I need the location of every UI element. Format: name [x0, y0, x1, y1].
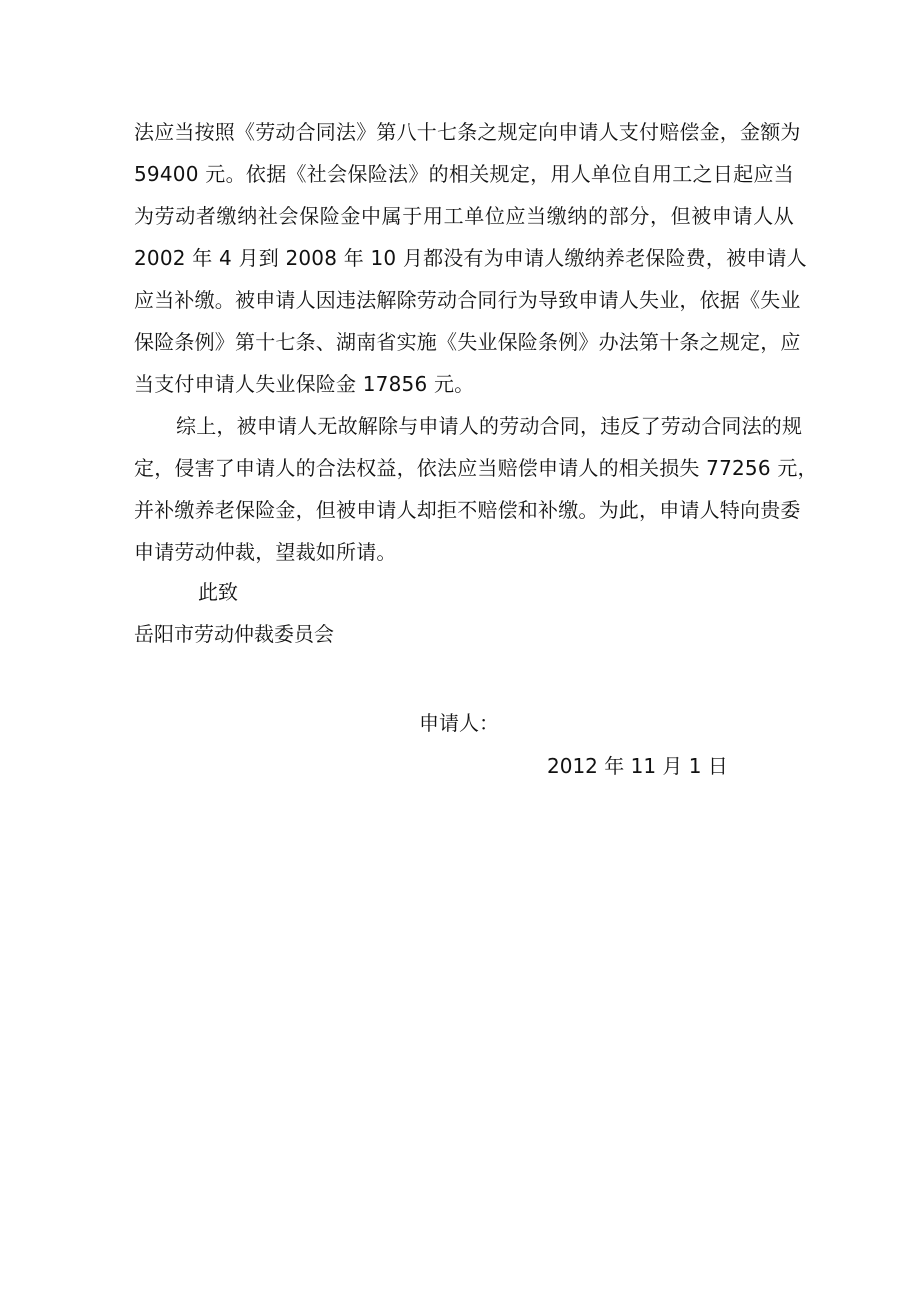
text-line: 当支付申请人失业保险金 17856 元。 — [134, 372, 475, 396]
text-line: 59400 元。依据《社会保险法》的相关规定，用人单位自用工之日起应当 — [134, 162, 794, 186]
text-line: 并补缴养老保险金，但被申请人却拒不赔偿和补缴。为此，申请人特向贵委 — [134, 498, 801, 522]
text-line: 2002 年 4 月到 2008 年 10 月都没有为申请人缴纳养老保险费，被申请人 — [134, 246, 807, 270]
text-line: 综上，被申请人无故解除与申请人的劳动合同，违反了劳动合同法的规 — [176, 414, 803, 438]
document-date: 2012 年 11 月 1 日 — [547, 754, 728, 778]
text-line: 定，侵害了申请人的合法权益，依法应当赔偿申请人的相关损失 77256 元， — [134, 456, 818, 480]
document-body — [134, 111, 818, 573]
paragraph-summary — [134, 405, 818, 573]
text-line: 应当补缴。被申请人因违法解除劳动合同行为导致申请人失业，依据《失业 — [134, 288, 801, 312]
salutation: 此致 — [198, 580, 238, 604]
closing-block — [134, 571, 334, 655]
text-line: 申请劳动仲裁，望裁如所请。 — [134, 540, 397, 564]
addressee: 岳阳市劳动仲裁委员会 — [134, 622, 334, 646]
text-line: 为劳动者缴纳社会保险金中属于用工单位应当缴纳的部分，但被申请人从 — [134, 204, 794, 228]
text-line: 法应当按照《劳动合同法》第八十七条之规定向申请人支付赔偿金，金额为 — [134, 120, 801, 144]
paragraph-compensation — [134, 111, 807, 405]
signature-label: 申请人： — [419, 711, 499, 735]
text-line: 保险条例》第十七条、湖南省实施《失业保险条例》办法第十条之规定，应 — [134, 330, 801, 354]
